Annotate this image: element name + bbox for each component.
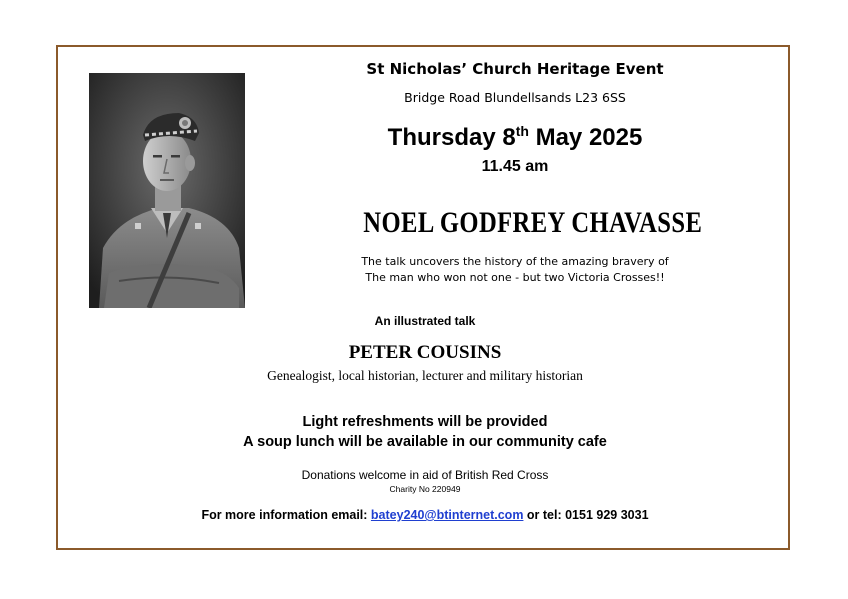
refreshments-info	[200, 412, 650, 452]
event-date	[330, 124, 700, 152]
event-title: St Nicholas’ Church Heritage Event	[366, 60, 664, 78]
description-line-2: The man who won not one - but two Victoria Crosses!!	[365, 271, 665, 284]
date-rest: May 2025	[528, 124, 643, 151]
description-line-1: The talk uncovers the history of the amazing bravery of	[361, 255, 669, 268]
subject-name: NOEL GODFREY CHAVASSE	[363, 206, 703, 239]
soldier-portrait-icon	[89, 73, 245, 308]
event-time: 11.45 am	[481, 158, 549, 175]
speaker-role: Genealogist, local historian, lecturer and military historian	[267, 368, 583, 383]
contact-suffix: or tel: 0151 929 3031	[523, 508, 649, 522]
talk-type: An illustrated talk	[374, 314, 476, 328]
email-link[interactable]: batey240@btinternet.com	[370, 508, 524, 522]
contact-prefix: For more information email:	[201, 508, 371, 522]
event-address: Bridge Road Blundellsands L23 6SS	[404, 90, 626, 105]
date-prefix: Thursday 8	[387, 124, 516, 151]
charity-number: Charity No 220949	[389, 484, 461, 494]
speaker-name: PETER COUSINS	[348, 342, 502, 363]
date-suffix: th	[515, 123, 529, 139]
lunch-line: A soup lunch will be available in our community cafe	[243, 434, 607, 450]
donations-text: Donations welcome in aid of British Red Cross	[301, 468, 549, 482]
subject-description	[330, 254, 700, 286]
refreshments-line: Light refreshments will be provided	[302, 414, 548, 430]
portrait-photo	[89, 73, 245, 308]
contact-info	[150, 508, 700, 522]
